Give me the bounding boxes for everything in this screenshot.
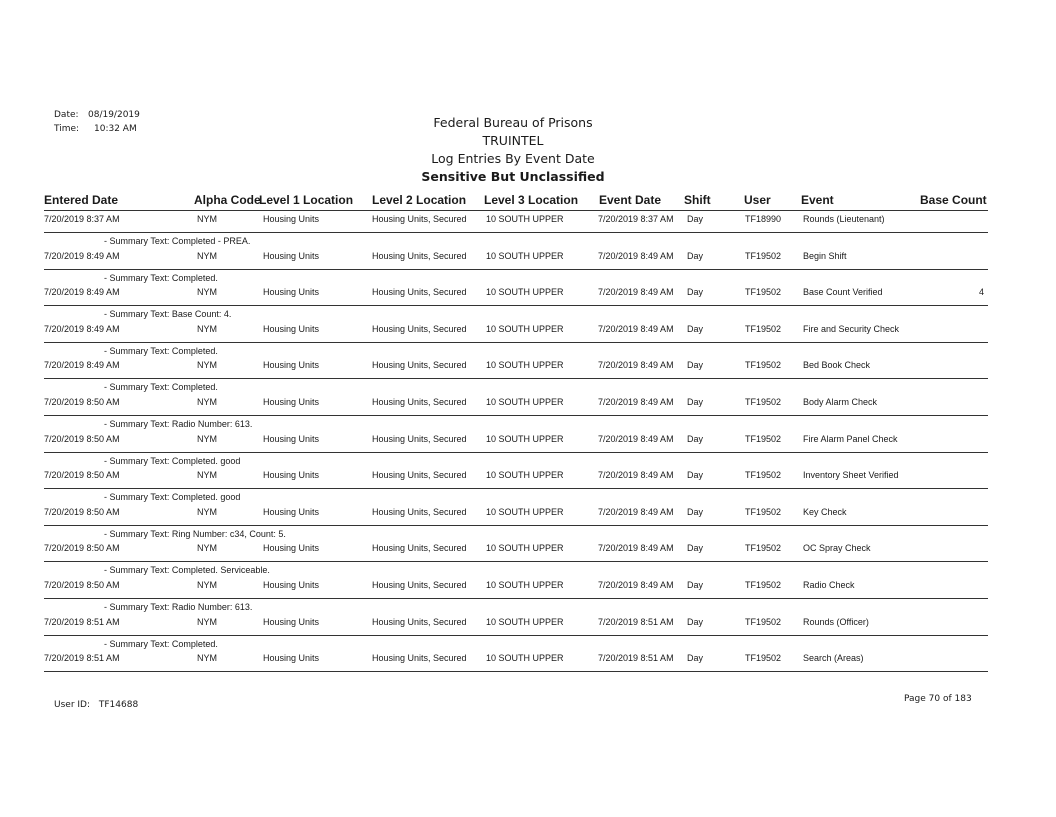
table-row (44, 576, 988, 613)
cell-event-date: 7/20/2019 8:49 AM (598, 433, 674, 444)
table-row (44, 466, 988, 503)
report-title (386, 114, 640, 186)
table-header (44, 190, 988, 211)
cell-entered-date: 7/20/2019 8:51 AM (44, 653, 120, 664)
cell-entered-date: 7/20/2019 8:50 AM (44, 470, 120, 481)
cell-event: Rounds (Officer) (803, 616, 869, 627)
cell-entered-date: 7/20/2019 8:50 AM (44, 506, 120, 517)
cell-user: TF19502 (745, 397, 782, 407)
col-event-date: Event Date (599, 193, 662, 207)
user-id-footer (54, 700, 138, 710)
cell-event-date: 7/20/2019 8:51 AM (598, 653, 674, 664)
col-alpha-code: Alpha Code (194, 193, 261, 207)
cell-event-date: 7/20/2019 8:37 AM (598, 214, 674, 224)
cell-event: Bed Book Check (803, 360, 871, 371)
table-row (44, 393, 988, 430)
row-summary-text: - Summary Text: Radio Number: 613. (104, 419, 253, 429)
title-report: Log Entries By Event Date (431, 151, 595, 166)
row-divider (44, 488, 988, 489)
cell-alpha-code: NYM (197, 250, 217, 261)
cell-shift: Day (687, 580, 704, 590)
title-agency: Federal Bureau of Prisons (433, 115, 593, 130)
user-id-value: TF14688 (98, 700, 139, 710)
cell-entered-date: 7/20/2019 8:50 AM (44, 543, 120, 554)
row-summary-text: - Summary Text: Completed. good (104, 492, 241, 503)
cell-entered-date: 7/20/2019 8:51 AM (44, 616, 120, 627)
table-row (44, 356, 988, 393)
cell-level1-location: Housing Units (263, 470, 320, 481)
cell-level2-location: Housing Units, Secured (372, 250, 467, 261)
cell-level3-location: 10 SOUTH UPPER (486, 250, 564, 261)
table-row (44, 539, 988, 576)
date-value: 08/19/2019 (88, 110, 140, 120)
title-classification: Sensitive But Unclassified (421, 169, 605, 184)
cell-event: Inventory Sheet Verified (803, 470, 899, 481)
cell-event-date: 7/20/2019 8:49 AM (598, 250, 674, 261)
cell-level1-location: Housing Units (263, 580, 320, 590)
cell-level2-location: Housing Units, Secured (372, 506, 467, 517)
table-row (44, 283, 988, 320)
table-row (44, 430, 988, 467)
row-divider (44, 415, 988, 416)
row-divider (44, 232, 988, 233)
cell-level2-location: Housing Units, Secured (372, 287, 467, 298)
cell-level2-location: Housing Units, Secured (372, 616, 467, 627)
cell-event: OC Spray Check (803, 543, 871, 554)
cell-event-date: 7/20/2019 8:51 AM (598, 616, 674, 627)
cell-level3-location: 10 SOUTH UPPER (486, 214, 564, 224)
cell-level2-location: Housing Units, Secured (372, 214, 467, 224)
row-divider (44, 598, 988, 599)
cell-entered-date: 7/20/2019 8:49 AM (44, 250, 120, 261)
cell-level3-location: 10 SOUTH UPPER (486, 506, 564, 517)
cell-event: Body Alarm Check (803, 397, 878, 407)
cell-event: Rounds (Lieutenant) (803, 214, 885, 224)
col-shift: Shift (684, 193, 711, 207)
cell-entered-date: 7/20/2019 8:49 AM (44, 323, 120, 334)
cell-shift: Day (687, 360, 704, 371)
cell-entered-date: 7/20/2019 8:49 AM (44, 360, 120, 371)
cell-alpha-code: NYM (197, 543, 217, 554)
cell-shift: Day (687, 543, 704, 554)
row-summary-text: - Summary Text: Completed. (104, 272, 218, 283)
cell-event: Key Check (803, 506, 847, 517)
cell-level2-location: Housing Units, Secured (372, 360, 467, 371)
cell-event-date: 7/20/2019 8:49 AM (598, 360, 674, 371)
cell-alpha-code: NYM (197, 653, 217, 664)
cell-alpha-code: NYM (197, 433, 217, 444)
col-level2-location: Level 2 Location (372, 193, 467, 207)
cell-user: TF19502 (745, 580, 782, 590)
cell-level3-location: 10 SOUTH UPPER (486, 543, 564, 554)
cell-level1-location: Housing Units (263, 543, 320, 554)
cell-level3-location: 10 SOUTH UPPER (486, 580, 564, 590)
cell-alpha-code: NYM (197, 214, 217, 224)
cell-entered-date: 7/20/2019 8:37 AM (44, 214, 120, 224)
cell-event-date: 7/20/2019 8:49 AM (598, 323, 674, 334)
cell-alpha-code: NYM (197, 580, 217, 590)
col-event: Event (801, 193, 834, 207)
cell-user: TF19502 (745, 616, 782, 627)
cell-entered-date: 7/20/2019 8:50 AM (44, 433, 120, 444)
cell-level2-location: Housing Units, Secured (372, 653, 467, 664)
col-entered-date: Entered Date (44, 193, 119, 207)
cell-level3-location: 10 SOUTH UPPER (486, 287, 564, 298)
col-level3-location: Level 3 Location (484, 193, 579, 207)
title-system: TRUINTEL (482, 133, 544, 148)
cell-level3-location: 10 SOUTH UPPER (486, 616, 564, 627)
cell-user: TF19502 (745, 360, 782, 371)
table-row (44, 247, 988, 284)
cell-alpha-code: NYM (197, 397, 217, 407)
cell-user: TF18990 (745, 214, 782, 224)
cell-level3-location: 10 SOUTH UPPER (486, 397, 564, 407)
cell-shift: Day (687, 506, 704, 517)
cell-user: TF19502 (745, 470, 782, 481)
cell-level2-location: Housing Units, Secured (372, 580, 467, 590)
cell-event: Fire and Security Check (803, 323, 900, 334)
table-row (44, 210, 988, 247)
cell-user: TF19502 (745, 506, 782, 517)
row-summary-text: - Summary Text: Radio Number: 613. (104, 602, 253, 612)
cell-level2-location: Housing Units, Secured (372, 397, 467, 407)
cell-event-date: 7/20/2019 8:49 AM (598, 580, 674, 590)
cell-level1-location: Housing Units (263, 250, 320, 261)
cell-level2-location: Housing Units, Secured (372, 433, 467, 444)
cell-alpha-code: NYM (197, 616, 217, 627)
cell-user: TF19502 (745, 250, 782, 261)
cell-level2-location: Housing Units, Secured (372, 543, 467, 554)
report-time (54, 124, 137, 134)
cell-shift: Day (687, 214, 704, 224)
cell-shift: Day (687, 470, 704, 481)
row-summary-text: - Summary Text: Base Count: 4. (104, 309, 232, 320)
row-summary-text: - Summary Text: Completed. (104, 638, 218, 649)
cell-level1-location: Housing Units (263, 323, 320, 334)
cell-alpha-code: NYM (197, 287, 217, 298)
row-summary-text: - Summary Text: Completed. good (104, 455, 241, 466)
cell-level1-location: Housing Units (263, 360, 320, 371)
cell-level1-location: Housing Units (263, 433, 320, 444)
cell-base-count: 4 (978, 287, 984, 298)
cell-event: Fire Alarm Panel Check (803, 433, 898, 444)
table-row (44, 503, 988, 540)
cell-user: TF19502 (745, 543, 782, 554)
cell-event: Base Count Verified (803, 287, 883, 298)
cell-event: Search (Areas) (803, 653, 864, 664)
cell-event-date: 7/20/2019 8:49 AM (598, 506, 674, 517)
table-row (44, 320, 988, 357)
cell-level1-location: Housing Units (263, 616, 320, 627)
table-row (44, 613, 988, 650)
cell-event-date: 7/20/2019 8:49 AM (598, 543, 674, 554)
cell-level3-location: 10 SOUTH UPPER (486, 433, 564, 444)
cell-entered-date: 7/20/2019 8:50 AM (44, 580, 120, 590)
table-row (44, 649, 988, 686)
col-base-count: Base Count (920, 193, 987, 207)
page-number: Page 70 of 183 (904, 694, 972, 704)
cell-event: Begin Shift (803, 250, 847, 261)
row-divider (44, 305, 988, 306)
cell-user: TF19502 (745, 653, 782, 664)
cell-entered-date: 7/20/2019 8:50 AM (44, 397, 120, 407)
row-summary-text: - Summary Text: Completed. Serviceable. (104, 565, 270, 576)
row-divider (44, 378, 988, 379)
cell-alpha-code: NYM (197, 323, 217, 334)
cell-level3-location: 10 SOUTH UPPER (486, 323, 564, 334)
cell-user: TF19502 (745, 287, 782, 298)
time-label: Time: (54, 124, 80, 134)
report-date (54, 110, 140, 120)
cell-alpha-code: NYM (197, 506, 217, 517)
row-divider (44, 452, 988, 453)
cell-shift: Day (687, 433, 704, 444)
row-divider (44, 525, 988, 526)
cell-level1-location: Housing Units (263, 506, 320, 517)
cell-event-date: 7/20/2019 8:49 AM (598, 470, 674, 481)
cell-shift: Day (687, 250, 704, 261)
cell-alpha-code: NYM (197, 470, 217, 481)
cell-level2-location: Housing Units, Secured (372, 323, 467, 334)
user-id-label: User ID: (54, 700, 90, 710)
row-divider (44, 561, 988, 562)
row-divider (44, 269, 988, 270)
col-level1-location: Level 1 Location (259, 193, 354, 207)
cell-entered-date: 7/20/2019 8:49 AM (44, 287, 120, 298)
cell-shift: Day (687, 616, 704, 627)
row-divider (44, 635, 988, 636)
cell-shift: Day (687, 397, 704, 407)
cell-user: TF19502 (745, 323, 782, 334)
row-summary-text: - Summary Text: Completed. (104, 345, 218, 356)
cell-shift: Day (687, 323, 704, 334)
cell-event-date: 7/20/2019 8:49 AM (598, 287, 674, 298)
row-summary-text: - Summary Text: Completed - PREA. (104, 236, 251, 246)
row-summary-text: - Summary Text: Completed. (104, 382, 218, 393)
cell-level1-location: Housing Units (263, 287, 320, 298)
row-summary-text: - Summary Text: Ring Number: c34, Count: 5. (104, 528, 286, 539)
cell-shift: Day (687, 653, 704, 664)
cell-event-date: 7/20/2019 8:49 AM (598, 397, 674, 407)
time-value: 10:32 AM (94, 124, 137, 134)
row-divider (44, 342, 988, 343)
cell-level1-location: Housing Units (263, 214, 320, 224)
cell-user: TF19502 (745, 433, 782, 444)
cell-level3-location: 10 SOUTH UPPER (486, 470, 564, 481)
row-divider (44, 671, 988, 672)
cell-level3-location: 10 SOUTH UPPER (486, 360, 564, 371)
cell-level3-location: 10 SOUTH UPPER (486, 653, 564, 664)
cell-shift: Day (687, 287, 704, 298)
cell-level1-location: Housing Units (263, 397, 320, 407)
cell-level2-location: Housing Units, Secured (372, 470, 467, 481)
cell-level1-location: Housing Units (263, 653, 320, 664)
cell-event: Radio Check (803, 580, 855, 590)
col-user: User (744, 193, 771, 207)
cell-alpha-code: NYM (197, 360, 217, 371)
date-label: Date: (54, 110, 79, 120)
